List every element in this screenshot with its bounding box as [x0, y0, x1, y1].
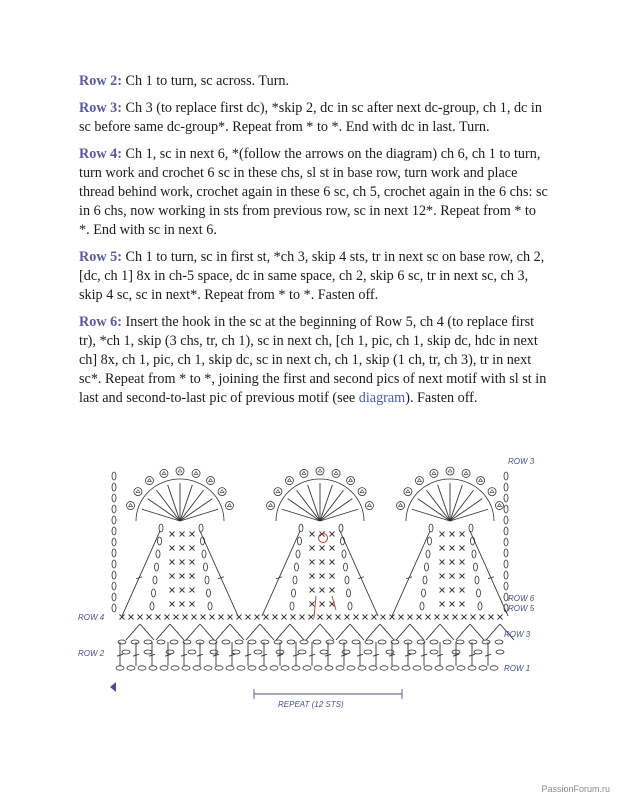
picot: [349, 479, 353, 482]
row3-dc: [486, 624, 500, 640]
picot: [225, 502, 233, 510]
row3-dc: [410, 624, 424, 640]
edge-chain: [504, 505, 508, 513]
motif-chain: [469, 524, 473, 532]
edge-chain: [112, 582, 116, 590]
watermark: PassionForum.ru: [541, 784, 610, 794]
row2-chain: [342, 650, 350, 654]
motif-chain: [298, 537, 302, 545]
row3-dc: [306, 624, 320, 640]
edge-chain: [112, 527, 116, 535]
edge-chain: [112, 549, 116, 557]
crochet-diagram: [70, 446, 550, 716]
row-text: Ch 1 to turn, sc across. Turn.: [121, 73, 290, 89]
row-label: Row 6:: [79, 314, 122, 330]
motif-chain: [347, 589, 351, 597]
motif-chain: [345, 576, 349, 584]
row3-dc: [426, 624, 440, 640]
row3-dc: [230, 624, 244, 640]
motif-chain: [292, 589, 296, 597]
row1-chain: [259, 666, 267, 670]
row3-dc: [156, 624, 170, 640]
row3-dc: [216, 624, 230, 640]
fan-spoke: [450, 509, 488, 521]
row-4-paragraph: [79, 145, 549, 240]
row1-chain: [270, 666, 278, 670]
picot: [490, 490, 494, 493]
row3-dc: [276, 624, 290, 640]
edge-chain: [112, 483, 116, 491]
motif-chain: [474, 563, 478, 571]
picot: [432, 471, 436, 474]
edge-chain: [112, 516, 116, 524]
row3-chain: [261, 640, 269, 644]
motif-chain: [155, 563, 159, 571]
row3-chain: [339, 640, 347, 644]
edge-chain: [112, 604, 116, 612]
edge-chain: [112, 505, 116, 513]
edge-chain: [504, 538, 508, 546]
row1-chain: [138, 666, 146, 670]
motif-chain: [293, 576, 297, 584]
motif-chain: [152, 589, 156, 597]
row3-dc: [170, 624, 184, 640]
motif-tr: [392, 531, 430, 616]
motif-chain: [208, 602, 212, 610]
row3-chain: [313, 640, 321, 644]
row2-chain: [254, 650, 262, 654]
row1-chain: [424, 666, 432, 670]
picot: [360, 490, 364, 493]
row2-chain: [364, 650, 372, 654]
picot: [162, 471, 166, 474]
motif-chain: [159, 524, 163, 532]
row1-chain: [391, 666, 399, 670]
row2-chain: [496, 650, 504, 654]
row-5-paragraph: [79, 248, 549, 305]
motif-tr: [122, 531, 160, 616]
motif-tr: [200, 531, 238, 616]
row1-chain: [193, 666, 201, 670]
picot: [192, 469, 200, 477]
row3-dc: [200, 624, 214, 640]
row3-chain: [274, 640, 282, 644]
row2-chain: [232, 650, 240, 654]
row1-chain: [369, 666, 377, 670]
fan-spoke: [320, 509, 358, 521]
picot: [269, 504, 273, 507]
row-text: Ch 1 to turn, sc in first st, *ch 3, skip 4 sts, tr in next sc on base row, ch 2, [dc, ch 1] 8x in ch-5 space, dc in same space, ch 2, skip 6 sc, tr in next sc, ch 3, skip 4 sc, sc in next*. Repeat from * to *. Fasten off.: [79, 249, 545, 303]
picot: [365, 502, 373, 510]
picot: [178, 469, 182, 472]
picot: [194, 471, 198, 474]
row2-chain: [298, 650, 306, 654]
picot: [127, 502, 135, 510]
picot: [147, 479, 151, 482]
row1-chain: [325, 666, 333, 670]
fan-spoke: [180, 509, 218, 521]
row1-chain: [402, 666, 410, 670]
motif-chain: [290, 602, 294, 610]
row-text: Insert the hook in the sc at the beginning of Row 5, ch 4 (to replace first tr), *ch 1, skip (3 chs, tr, ch 1), sc in next ch, [ch 1, pic, ch 1, skip dc, hdc in next ch] 8x, ch 1, pic, ch 1, skip dc, sc in next ch, ch 1, skip (1 ch, tr, ch 3), tr in next sc*. Repeat from * to *, joining the first and second pics of next motif with sl st in last and second-to-last pic of previous motif (see: [79, 314, 547, 406]
row3-dc: [456, 624, 470, 640]
picot: [227, 504, 231, 507]
motif-chain: [422, 589, 426, 597]
picot: [334, 471, 338, 474]
motif-chain: [339, 524, 343, 532]
row3-chain: [456, 640, 464, 644]
fan-spoke: [320, 490, 344, 521]
row2-chain: [474, 650, 482, 654]
fan-spoke: [180, 485, 192, 521]
picot: [274, 488, 282, 496]
row3-chain: [222, 640, 230, 644]
picot: [406, 490, 410, 493]
edge-chain: [112, 494, 116, 502]
row3-dc: [260, 624, 274, 640]
fan-spoke: [450, 490, 474, 521]
fan-spoke: [180, 490, 204, 521]
motif-chain: [477, 589, 481, 597]
motif-chain: [150, 602, 154, 610]
row3-chain: [131, 640, 139, 644]
motif-tr: [262, 531, 300, 616]
picot: [497, 504, 501, 507]
picot: [145, 477, 153, 485]
picot: [358, 488, 366, 496]
fan-spoke: [412, 509, 450, 521]
picot: [397, 502, 405, 510]
row1-chain: [248, 666, 256, 670]
picot: [488, 488, 496, 496]
picot: [316, 467, 324, 475]
picot: [332, 469, 340, 477]
row1-chain: [171, 666, 179, 670]
motif-chain: [420, 602, 424, 610]
picot: [276, 490, 280, 493]
row3-chain: [326, 640, 334, 644]
edge-chain: [504, 571, 508, 579]
fan-spoke: [142, 509, 180, 521]
picot: [287, 479, 291, 482]
fan-spoke: [168, 485, 180, 521]
diagram-link[interactable]: diagram: [358, 390, 406, 406]
motif-chain: [425, 563, 429, 571]
row2-chain: [408, 650, 416, 654]
motif-chain: [429, 524, 433, 532]
row3-dc: [350, 624, 364, 640]
picot: [479, 479, 483, 482]
motif-chain: [478, 602, 482, 610]
picot: [209, 479, 213, 482]
row1-chain: [281, 666, 289, 670]
motif-tr: [470, 531, 508, 616]
row2-chain: [430, 650, 438, 654]
row3-chain: [287, 640, 295, 644]
edge-chain: [112, 593, 116, 601]
edge-chain: [504, 527, 508, 535]
row1-chain: [303, 666, 311, 670]
repeat-label: REPEAT (12 STS): [278, 700, 344, 709]
row1-chain: [226, 666, 234, 670]
picot: [136, 490, 140, 493]
row1-chain: [237, 666, 245, 670]
row3-chain: [352, 640, 360, 644]
picot: [495, 502, 503, 510]
row-label: Row 2:: [79, 73, 122, 89]
motif-chain: [428, 537, 432, 545]
row1-chain: [116, 666, 124, 670]
fan-spoke: [296, 490, 320, 521]
motif-chain: [341, 537, 345, 545]
row3-chain: [443, 640, 451, 644]
row1-chain: [347, 666, 355, 670]
picot: [448, 469, 452, 472]
row1-chain: [358, 666, 366, 670]
pattern-instructions: [79, 72, 549, 416]
motif-chain: [299, 524, 303, 532]
row3-dc: [396, 624, 410, 640]
row3-chain: [430, 640, 438, 644]
row-label: Row 5:: [79, 249, 122, 265]
fan-spoke: [450, 485, 462, 521]
row1-chain: [127, 666, 135, 670]
label-row3: ROW 3: [504, 630, 531, 639]
edge-chain: [112, 472, 116, 480]
edge-chain: [504, 483, 508, 491]
picot: [176, 467, 184, 475]
row3-dc: [380, 624, 394, 640]
motif-chain: [426, 550, 430, 558]
row3-dc: [246, 624, 260, 640]
row3-dc: [336, 624, 350, 640]
picot: [129, 504, 133, 507]
row3-dc: [186, 624, 200, 640]
motif-chain: [158, 537, 162, 545]
row1-chain: [182, 666, 190, 670]
row2-chain: [386, 650, 394, 654]
row3-dc: [290, 624, 304, 640]
row1-chain: [490, 666, 498, 670]
row3-dc: [140, 624, 154, 640]
row3-dc: [470, 624, 484, 640]
start-point-icon: [110, 682, 116, 692]
fan-spoke: [450, 499, 482, 521]
row-label: Row 3:: [79, 100, 122, 116]
picot: [399, 504, 403, 507]
picot: [134, 488, 142, 496]
row3-dc: [126, 624, 140, 640]
row1-chain: [292, 666, 300, 670]
edge-chain: [504, 472, 508, 480]
row1-chain: [149, 666, 157, 670]
motif-tr: [340, 531, 378, 616]
row3-dc: [366, 624, 380, 640]
motif-chain: [471, 537, 475, 545]
picot: [464, 471, 468, 474]
label-row1: ROW 1: [504, 664, 531, 673]
row1-chain: [215, 666, 223, 670]
motif-chain: [205, 576, 209, 584]
fan-spoke: [148, 499, 180, 521]
row1-chain: [457, 666, 465, 670]
picot: [367, 504, 371, 507]
fan-spoke: [426, 490, 450, 521]
motif-chain: [296, 550, 300, 558]
motif-chain: [475, 576, 479, 584]
motif-chain: [207, 589, 211, 597]
motif-chain: [204, 563, 208, 571]
row3-chain: [144, 640, 152, 644]
edge-chain: [112, 538, 116, 546]
row3-chain: [495, 640, 503, 644]
row3-chain: [365, 640, 373, 644]
motif-chain: [423, 576, 427, 584]
fan-spoke: [282, 509, 320, 521]
picot: [446, 467, 454, 475]
fan-spoke: [320, 499, 352, 521]
row2-chain: [122, 650, 130, 654]
row3-chain: [235, 640, 243, 644]
picot: [477, 477, 485, 485]
row1-chain: [435, 666, 443, 670]
row1-chain: [380, 666, 388, 670]
start-arrow-icon: [314, 596, 316, 618]
row-3-paragraph: [79, 99, 549, 137]
row3-chain: [378, 640, 386, 644]
row1-chain: [314, 666, 322, 670]
edge-chain: [504, 560, 508, 568]
row3-chain: [300, 640, 308, 644]
row3-dc: [320, 624, 334, 640]
motif-chain: [472, 550, 476, 558]
row2-chain: [320, 650, 328, 654]
row-label: Row 4:: [79, 146, 122, 162]
row1-chain: [468, 666, 476, 670]
motif-chain: [202, 550, 206, 558]
row2-chain: [188, 650, 196, 654]
diagram-art: [110, 467, 514, 699]
row1-chain: [479, 666, 487, 670]
label-row4: ROW 4: [78, 613, 105, 622]
row3-chain: [170, 640, 178, 644]
row3-dc: [440, 624, 454, 640]
fan-spoke: [156, 490, 180, 521]
motif-chain: [156, 550, 160, 558]
picot: [302, 471, 306, 474]
row-text-end: ). Fasten off.: [405, 390, 478, 406]
row3-chain: [157, 640, 165, 644]
edge-chain: [112, 571, 116, 579]
motif-chain: [348, 602, 352, 610]
motif-chain: [201, 537, 205, 545]
picot: [160, 469, 168, 477]
row3-chain: [469, 640, 477, 644]
picot: [207, 477, 215, 485]
edge-chain: [504, 549, 508, 557]
row1-chain: [336, 666, 344, 670]
row3-chain: [248, 640, 256, 644]
motif-chain: [295, 563, 299, 571]
picot: [415, 477, 423, 485]
motif-chain: [342, 550, 346, 558]
row-6-paragraph: [79, 313, 549, 408]
motif-chain: [153, 576, 157, 584]
picot: [218, 488, 226, 496]
row1-chain: [160, 666, 168, 670]
label-row5: ROW 5: [508, 604, 535, 613]
picot: [347, 477, 355, 485]
row3-chain: [118, 640, 126, 644]
fan-spoke: [180, 499, 212, 521]
fan-spoke: [308, 485, 320, 521]
picot: [417, 479, 421, 482]
label-row6: ROW 6: [508, 594, 535, 603]
picot: [220, 490, 224, 493]
motif-chain: [344, 563, 348, 571]
picot: [318, 469, 322, 472]
label-row2: ROW 2: [78, 649, 105, 658]
edge-chain: [504, 516, 508, 524]
row1-chain: [446, 666, 454, 670]
picot: [285, 477, 293, 485]
fan-spoke: [438, 485, 450, 521]
picot: [267, 502, 275, 510]
row2-chain: [144, 650, 152, 654]
fan-spoke: [288, 499, 320, 521]
row-2-paragraph: [79, 72, 549, 91]
picot: [430, 469, 438, 477]
row1-chain: [413, 666, 421, 670]
row2-chain: [210, 650, 218, 654]
row3-chain: [482, 640, 490, 644]
picot: [462, 469, 470, 477]
fan-spoke: [320, 485, 332, 521]
label-row3-top: ROW 3: [508, 457, 535, 466]
row1-chain: [204, 666, 212, 670]
picot: [300, 469, 308, 477]
fan-spoke: [418, 499, 450, 521]
row-text: Ch 3 (to replace first dc), *skip 2, dc in sc after next dc-group, ch 1, dc in sc before same dc-group*. Repeat from * to *. End with dc in last. Turn.: [79, 100, 542, 135]
picot: [404, 488, 412, 496]
row2-chain: [166, 650, 174, 654]
motif-chain: [199, 524, 203, 532]
row-text: Ch 1, sc in next 6, *(follow the arrows on the diagram) ch 6, ch 1 to turn, turn work and crochet 6 sc in these chs, sl st in base row, turn work and place thread behind work, crochet again in these 6 sc, ch 5, crochet again in the 6 chs: sc in 6 chs, now working in sts from previous row, sc in next 12*. Repeat from * to *. End with sc in next 6.: [79, 146, 548, 238]
edge-chain: [504, 582, 508, 590]
edge-chain: [504, 494, 508, 502]
edge-chain: [112, 560, 116, 568]
